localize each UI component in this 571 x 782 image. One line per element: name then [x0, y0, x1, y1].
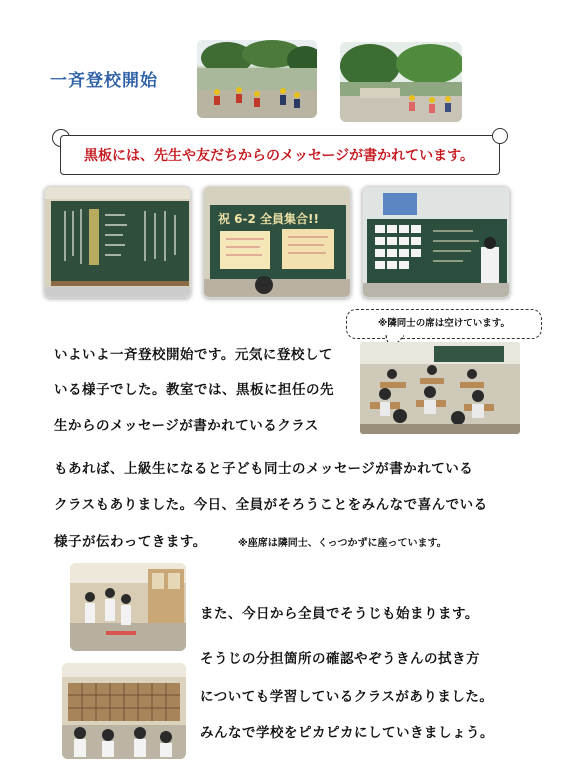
schoolyard-walkway-photo	[340, 42, 462, 122]
paragraph2-line-4: みんなで学校をピカピカにしていきましょう。	[200, 725, 494, 741]
page-title: 一斉登校開始	[50, 71, 158, 91]
seating-note-bubble: ※隣同士の席は空けています。	[346, 309, 542, 339]
scroll-curl-right	[492, 128, 508, 144]
locker-room-cleaning-photo	[62, 663, 186, 759]
paragraph2-line-3: についても学習しているクラスがありました。	[200, 689, 494, 705]
paragraph1-line-2: いる様子でした。教室では、黒板に担任の先	[54, 382, 334, 398]
class-6-2-board-photo	[203, 186, 351, 298]
paragraph1-line-4: もあれば、上級生になると子ども同士のメッセージが書かれている	[54, 461, 474, 477]
paragraph1-line-5: クラスもありました。今日、全員がそろうことをみんなで喜んでいる	[54, 497, 488, 513]
hallway-cleaning-photo	[70, 563, 186, 651]
paragraph1-line-6: 様子が伝わってきます。	[54, 534, 207, 550]
paragraph1-line-3: 生からのメッセージが書かれているクラス	[54, 418, 319, 434]
paragraph1-line-1: いよいよ一斉登校開始です。元気に登校して	[54, 347, 333, 363]
classroom-seats-photo	[360, 342, 520, 434]
blackboard-cards-photo	[362, 186, 510, 298]
seating-footnote: ※座席は隣同士、くっつかずに座っています。	[238, 538, 447, 549]
arrival-crowd-photo	[197, 40, 317, 118]
paragraph2-line-1: また、今日から全員でそうじも始まります。	[200, 606, 479, 622]
board2-caption: 祝 6-2 全員集合!!	[218, 212, 319, 226]
message-banner-text: 黒板には、先生や友だちからのメッセージが書かれています。	[83, 148, 475, 164]
paragraph2-line-2: そうじの分担箇所の確認やぞうきんの拭き方	[200, 651, 480, 667]
blackboard-messages-photo	[44, 186, 191, 298]
